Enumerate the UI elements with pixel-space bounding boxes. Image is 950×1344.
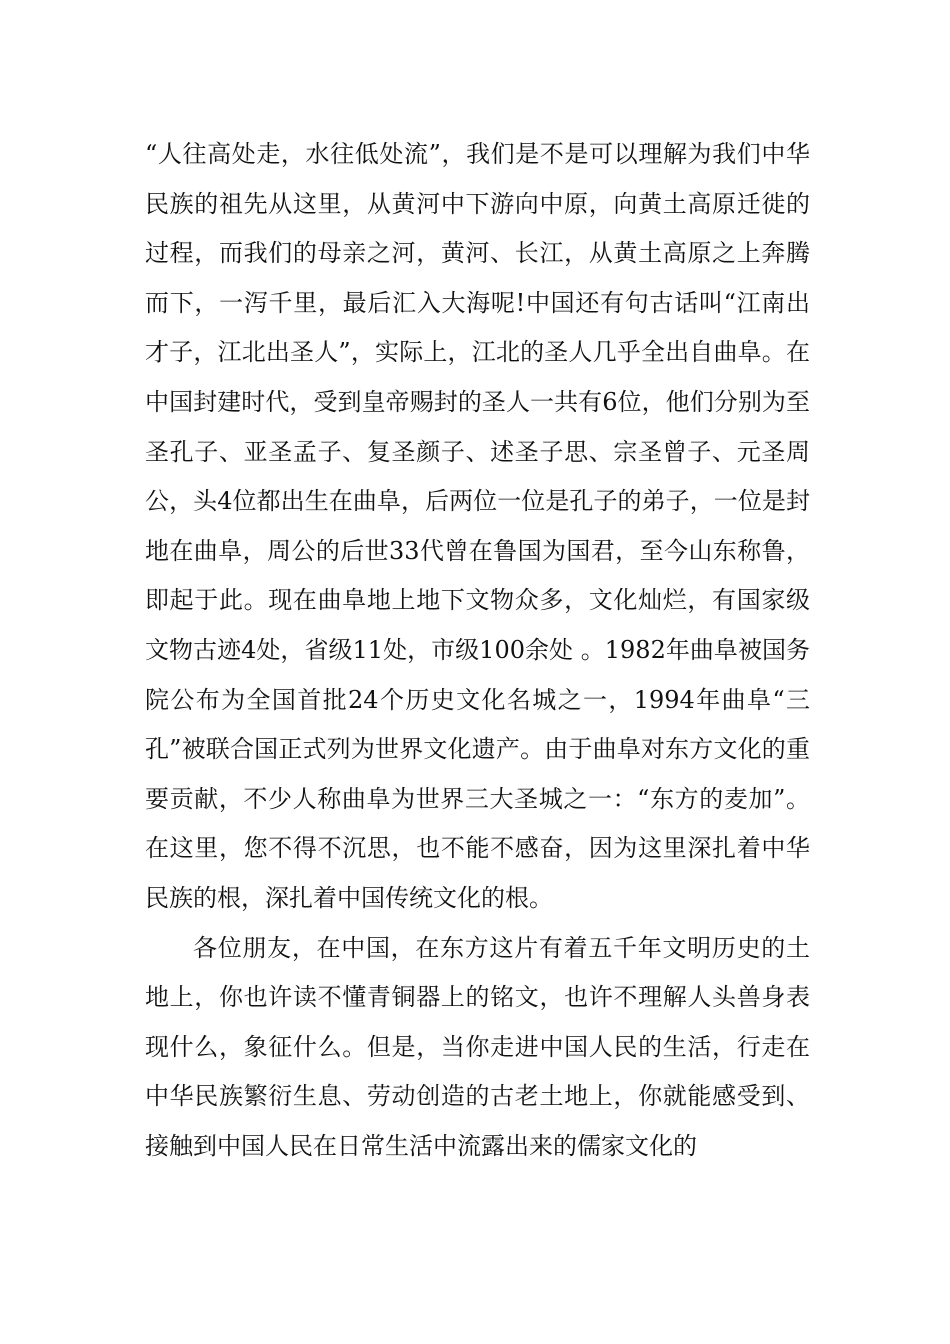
body-text	[145, 130, 810, 1171]
paragraph-2: 各位朋友，在中国，在东方这片有着五千年文明历史的土地上，你也许读不懂青铜器上的铭文，也许不理解人头兽身表现什么，象征什么。但是，当你走进中国人民的生活，行走在中华民族繁衍生息、劳动创造的古老土地上，你就能感受到、接触到中国人民在日常生活中流露出来的儒家文化的	[145, 933, 810, 1160]
paragraph-1: “人往高处走，水往低处流”，我们是不是可以理解为我们中华民族的祖先从这里，从黄河中下游向中原，向黄土高原迁徙的过程，而我们的母亲之河，黄河、长江，从黄土高原之上奔腾而下，一泻千里，最后汇入大海呢!中国还有句古话叫“江南出才子，江北出圣人”，实际上，江北的圣人几乎全出自曲阜。在中国封建时代，受到皇帝赐封的圣人一共有6位，他们分别为至圣孔子、亚圣孟子、复圣颜子、述圣子思、宗圣曾子、元圣周公，头4位都出生在曲阜，后两位一位是孔子的弟子，一位是封地在曲阜，周公的后世33代曾在鲁国为国君，至今山东称鲁，即起于此。现在曲阜地上地下文物众多，文化灿烂，有国家级文物古迹4处，省级11处，市级100余处 。1982年曲阜被国务院公布为全国首批24个历史文化名城之一，1994年曲阜“三孔”被联合国正式列为世界文化遗产。由于曲阜对东方文化的重要贡献，不少人称曲阜为世界三大圣城之一：“东方的麦加”。在这里，您不得不沉思，也不能不感奋，因为这里深扎着中华民族的根，深扎着中国传统文化的根。	[145, 140, 810, 912]
